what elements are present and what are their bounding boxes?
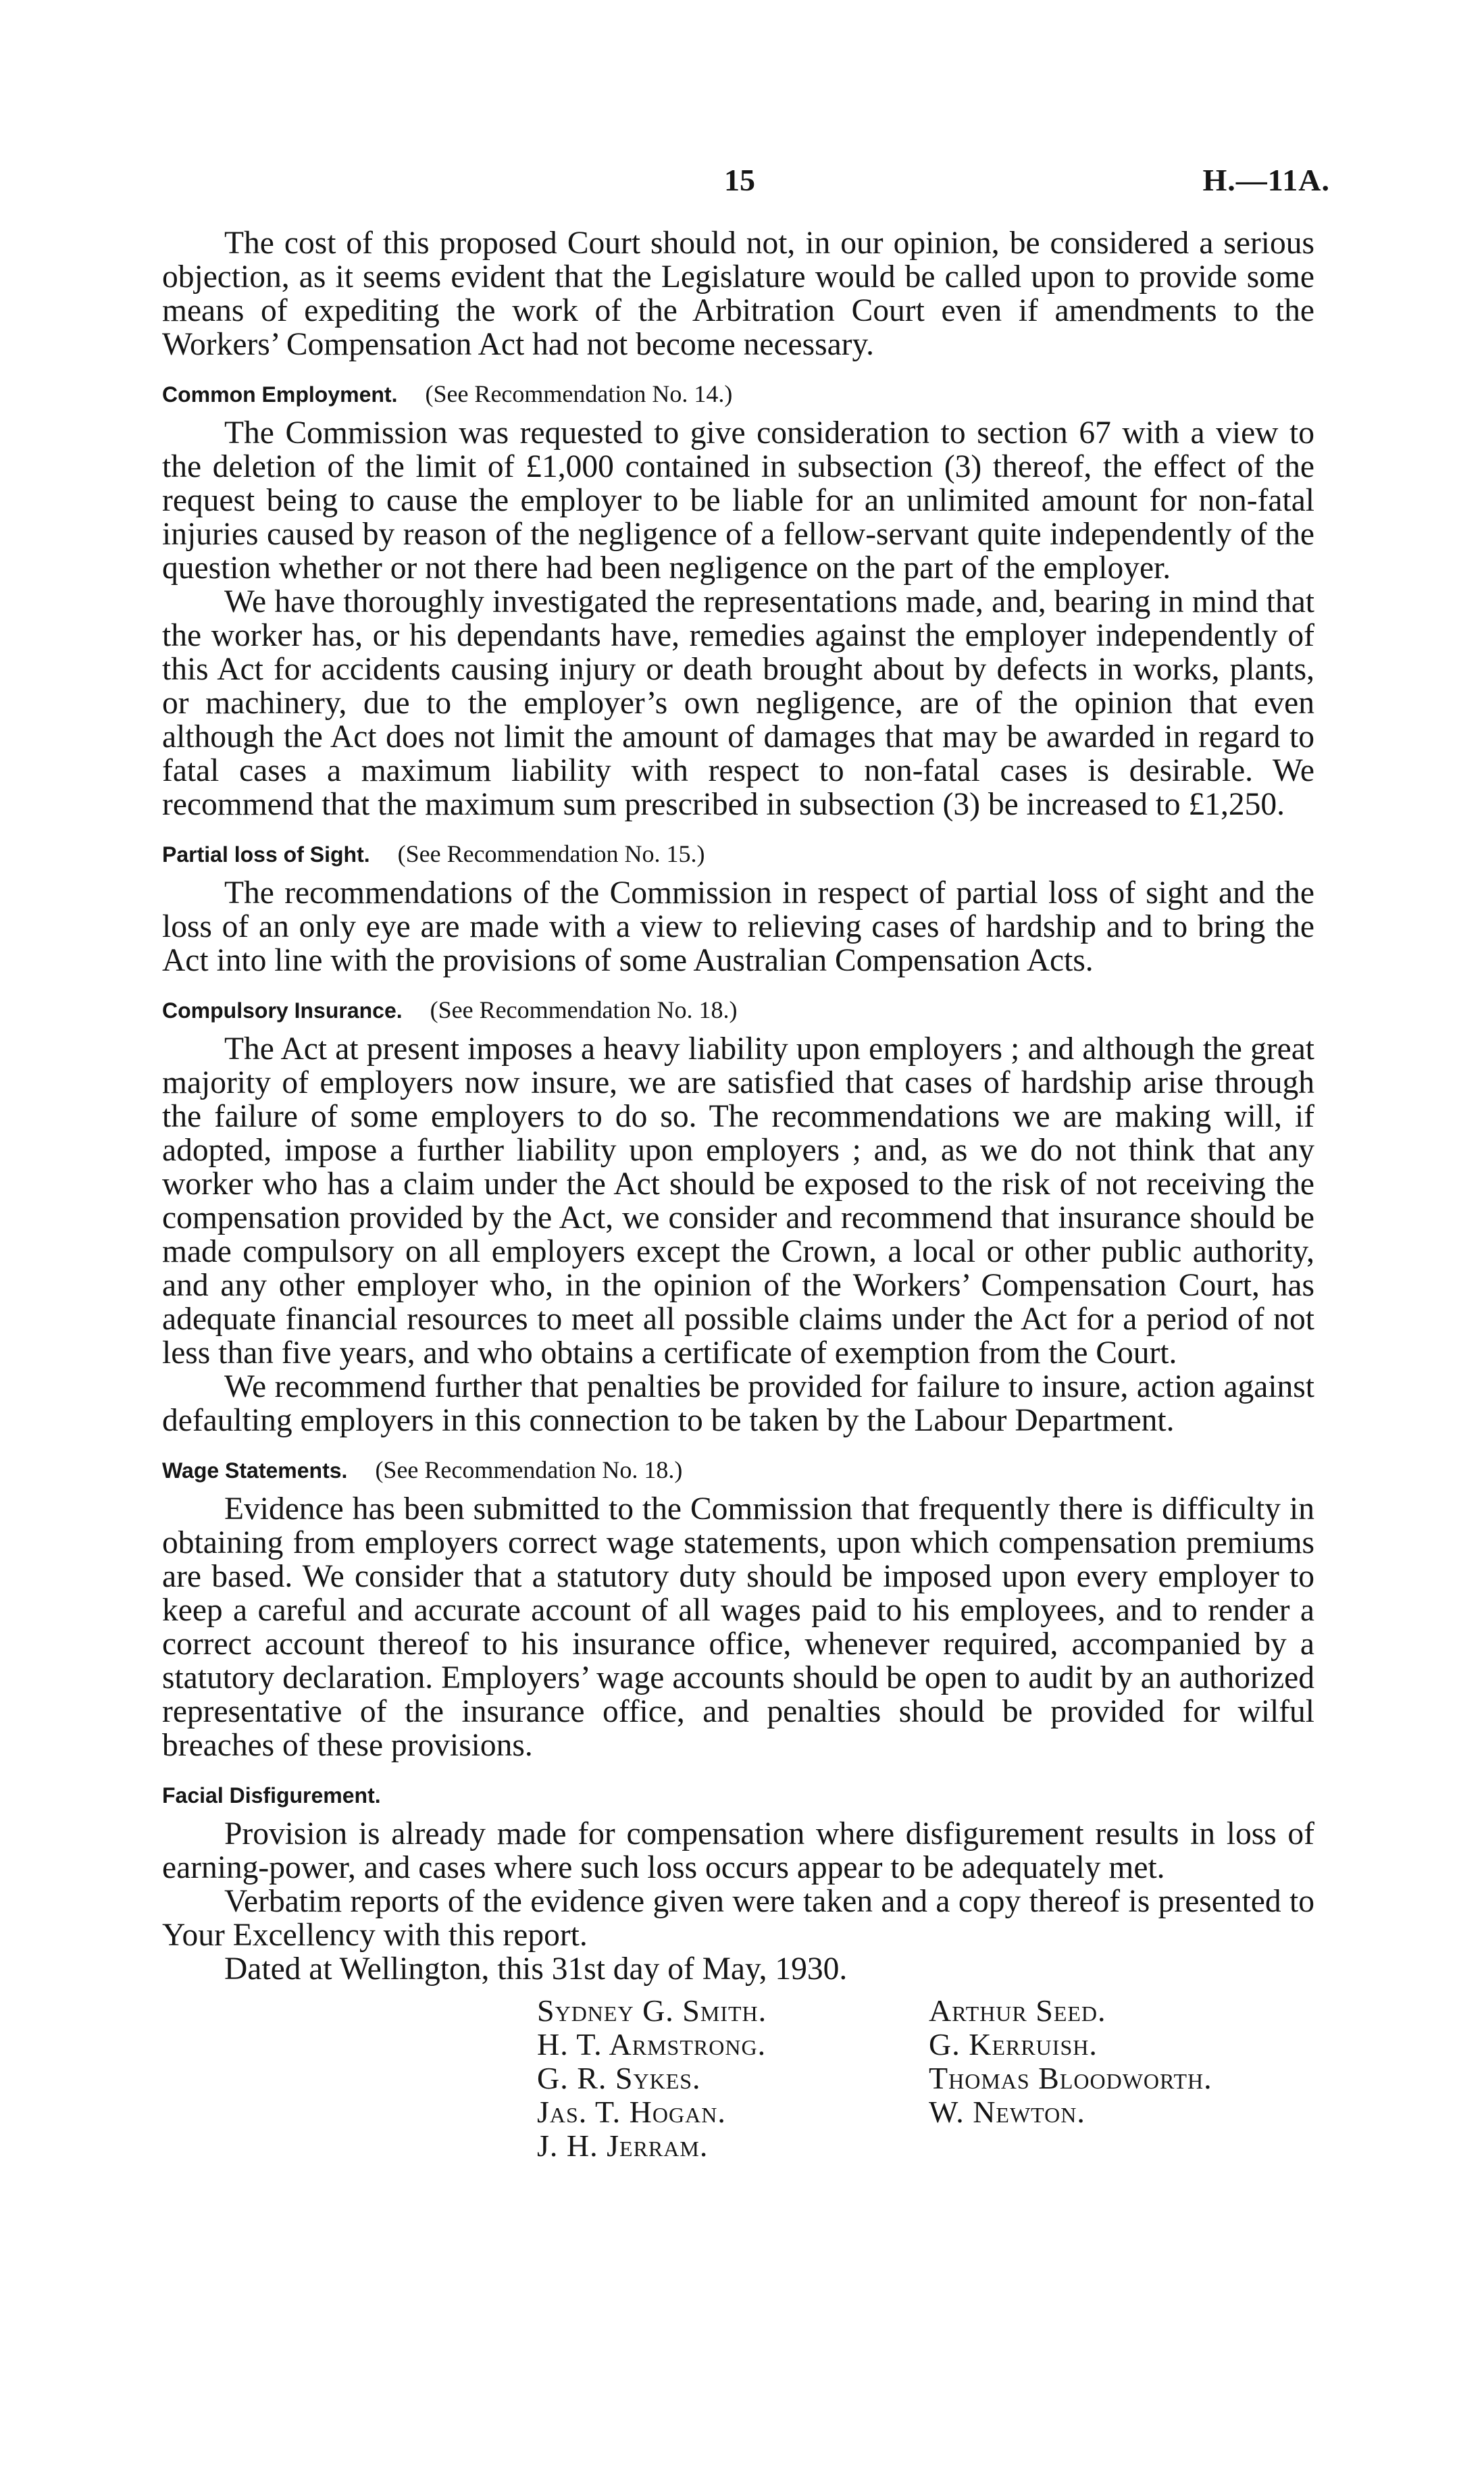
section-heading bbox=[162, 372, 1314, 415]
section-wage-statements bbox=[162, 1448, 1314, 1762]
section-title: Wage Statements. bbox=[162, 1458, 348, 1483]
section-paragraph: We have thoroughly investigated the representations made, and, bearing in mind that the worker has, or his dependants have, remedies against the employer independently of this Act for accidents causing injury or death brought about by defects in works, plants, or machinery, due to the employer’s own negligence, are of the opinion that even although the Act does not limit the amount of damages that may be awarded in regard to fatal cases a maximum liability with respect to non-fatal cases is desirable. We recommend that the maximum sum prescribed in subsection (3) be increased to £1,250. bbox=[162, 584, 1314, 822]
page-number: 15 bbox=[724, 163, 755, 197]
signatory-name: Arthur Seed. bbox=[929, 1993, 1106, 2028]
section-common-employment bbox=[162, 372, 1314, 821]
section-heading bbox=[162, 832, 1314, 875]
signature-column-right bbox=[929, 1994, 1212, 2129]
signatory-name: Thomas Bloodworth. bbox=[929, 2061, 1212, 2095]
section-paragraph: Provision is already made for compensation where disfigurement results in loss of earning-power, and cases where such loss occurs appear to be adequately met. bbox=[162, 1816, 1314, 1885]
signatory-name: W. Newton. bbox=[929, 2095, 1085, 2129]
document-reference: H.—11A. bbox=[1202, 163, 1330, 197]
section-heading bbox=[162, 988, 1314, 1031]
signatory-name: G. R. Sykes. bbox=[537, 2061, 701, 2095]
page-header bbox=[0, 162, 1484, 203]
section-recommendation-note: (See Recommendation No. 18.) bbox=[430, 996, 738, 1023]
document-body bbox=[162, 226, 1314, 2170]
signature-block bbox=[162, 1994, 1314, 2170]
section-title: Common Employment. bbox=[162, 382, 398, 407]
section-compulsory-insurance bbox=[162, 988, 1314, 1437]
signatory-name: H. T. Armstrong. bbox=[537, 2027, 767, 2062]
section-paragraph: The Commission was requested to give consideration to section 67 with a view to the deletion of the limit of £1,000 contained in subsection (3) thereof, the effect of the request being to cause the employer to be liable for an unlimited amount for non-fatal injuries caused by reason of the negligence of a fellow-servant quite independently of the question whether or not there had been negligence on the part of the employer. bbox=[162, 415, 1314, 586]
section-heading bbox=[162, 1448, 1314, 1491]
section-paragraph: Evidence has been submitted to the Commission that frequently there is difficulty in obtaining from employers correct wage statements, upon which compensation premiums are based. We consider that a statutory duty should be imposed upon every employer to keep a careful and accurate account of all wages paid to his employees, and to render a correct account thereof to his insurance office, whenever required, accompanied by a statutory declaration. Employers’ wage accounts should be open to audit by an authorized representative of the insurance office, and penalties should be provided for wilful breaches of these provisions. bbox=[162, 1491, 1314, 1763]
intro-paragraph: The cost of this proposed Court should not, in our opinion, be considered a serious objection, as it seems evident that the Legislature would be called upon to provide some means of expediting the work of the Arbitration Court even if amendments to the Workers’ Compensation Act had not become necessary. bbox=[162, 226, 1314, 362]
signature-column-left bbox=[537, 1994, 767, 2163]
section-title: Facial Disfigurement. bbox=[162, 1783, 381, 1808]
dated-line: Dated at Wellington, this 31st day of May, 1930. bbox=[224, 1951, 848, 1987]
section-facial-disfigurement bbox=[162, 1773, 1314, 1986]
signatory-name: J. H. Jerram. bbox=[537, 2128, 709, 2163]
section-title: Partial loss of Sight. bbox=[162, 842, 370, 867]
closing-paragraph: Verbatim reports of the evidence given were taken and a copy thereof is presented to Your Excellency with this report. bbox=[162, 1884, 1314, 1953]
section-paragraph: The Act at present imposes a heavy liability upon employers ; and although the great majority of employers now insure, we are satisfied that cases of hardship arise through the failure of some employers to do so. The recommendations we are making will, if adopted, impose a further liability upon employers ; and, as we do not think that any worker who has a claim under the Act should be exposed to the risk of not receiving the compensation provided by the Act, we consider and recommend that insurance should be made compulsory on all employers except the Crown, a local or other public authority, and any other employer who, in the opinion of the Workers’ Compensation Court, has adequate financial resources to meet all possible claims under the Act for a period of not less than five years, and who obtains a certificate of exemption from the Court. bbox=[162, 1031, 1314, 1371]
section-paragraph: We recommend further that penalties be provided for failure to insure, action against defaulting employers in this connection to be taken by the Labour Department. bbox=[162, 1369, 1314, 1438]
section-partial-loss-of-sight bbox=[162, 832, 1314, 977]
section-recommendation-note: (See Recommendation No. 15.) bbox=[397, 840, 705, 867]
signatory-name: G. Kerruish. bbox=[929, 2027, 1098, 2062]
signatory-name: Sydney G. Smith. bbox=[537, 1993, 767, 2028]
signatory-name: Jas. T. Hogan. bbox=[537, 2095, 726, 2129]
section-title: Compulsory Insurance. bbox=[162, 998, 403, 1023]
section-recommendation-note: (See Recommendation No. 14.) bbox=[425, 380, 733, 407]
section-paragraph: The recommendations of the Commission in respect of partial loss of sight and the loss of an only eye are made with a view to relieving cases of hardship and to bring the Act into line with the provisions of some Australian Compensation Acts. bbox=[162, 875, 1314, 978]
section-recommendation-note: (See Recommendation No. 18.) bbox=[375, 1456, 683, 1483]
section-heading bbox=[162, 1773, 1314, 1816]
